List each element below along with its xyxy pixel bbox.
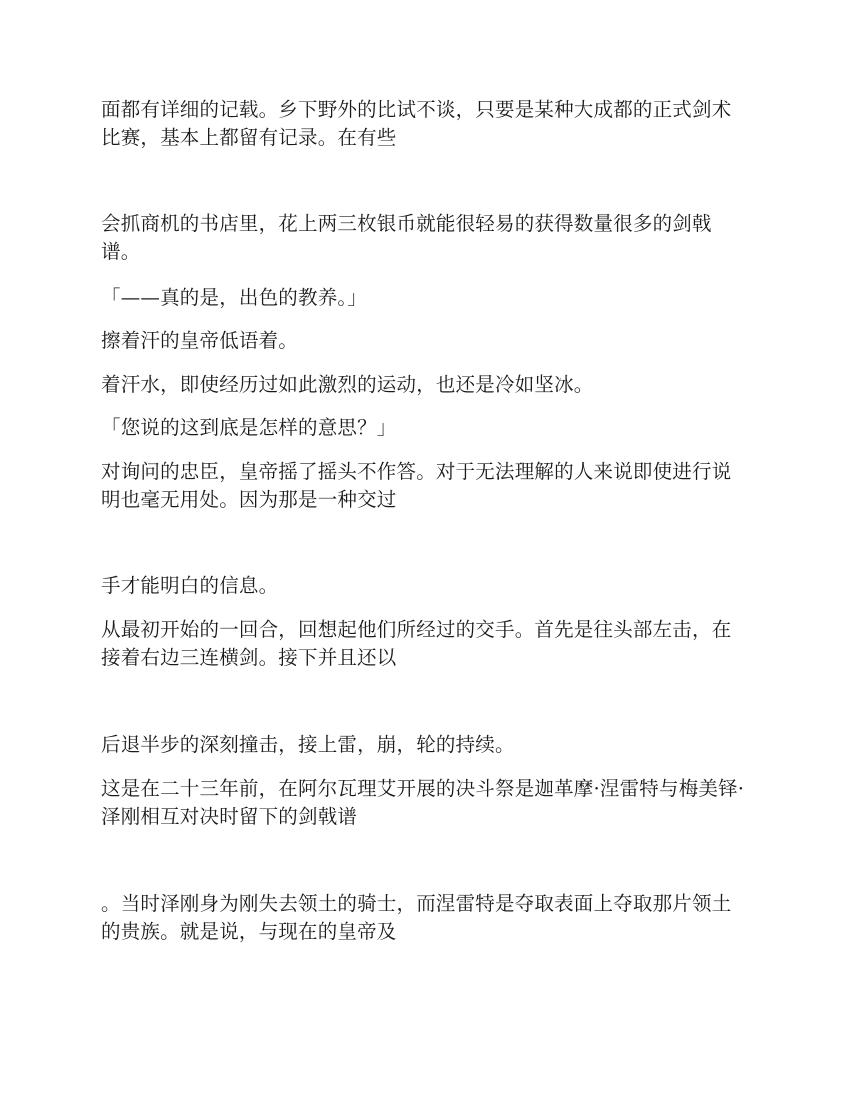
paragraph-12: 。当时泽刚身为刚失去领土的骑士，而涅雷特是夺取表面上夺取那片领土的贵族。就是说，与现在的皇帝及 (101, 892, 732, 943)
paragraph-5: 着汗水，即使经历过如此激烈的运动，也还是冷如坚冰。 (101, 373, 594, 396)
paragraph-6: 「您说的这到底是怎样的意思？」 (101, 416, 397, 439)
paragraph-11: 这是在二十三年前，在阿尔瓦理艾开展的决斗祭是迦革摩·涅雷特与梅美铎·泽刚相互对决时留下的剑戟谱 (101, 777, 745, 828)
paragraph-7: 对询问的忠臣，皇帝摇了摇头不作答。对于无法理解的人来说即使进行说明也毫无用处。因为那是一种交过 (101, 460, 732, 511)
paragraph-1: 面都有详细的记载。乡下野外的比试不谈，只要是某种大成都的正式剑术比赛，基本上都留有记录。在有些 (101, 98, 732, 149)
paragraph-3: 「——真的是，出色的教养。」 (101, 286, 368, 309)
paragraph-4: 擦着汗的皇帝低语着。 (101, 329, 299, 352)
paragraph-10: 后退半步的深刻撞击，接上雷，崩，轮的持续。 (101, 733, 515, 756)
paragraph-8: 手才能明白的信息。 (101, 574, 279, 597)
paragraph-9: 从最初开始的一回合，回想起他们所经过的交手。首先是往头部左击，在接着右边三连横剑。接下并且还以 (101, 618, 732, 669)
paragraph-2: 会抓商机的书店里，花上两三枚银币就能很轻易的获得数量很多的剑戟谱。 (101, 212, 712, 263)
